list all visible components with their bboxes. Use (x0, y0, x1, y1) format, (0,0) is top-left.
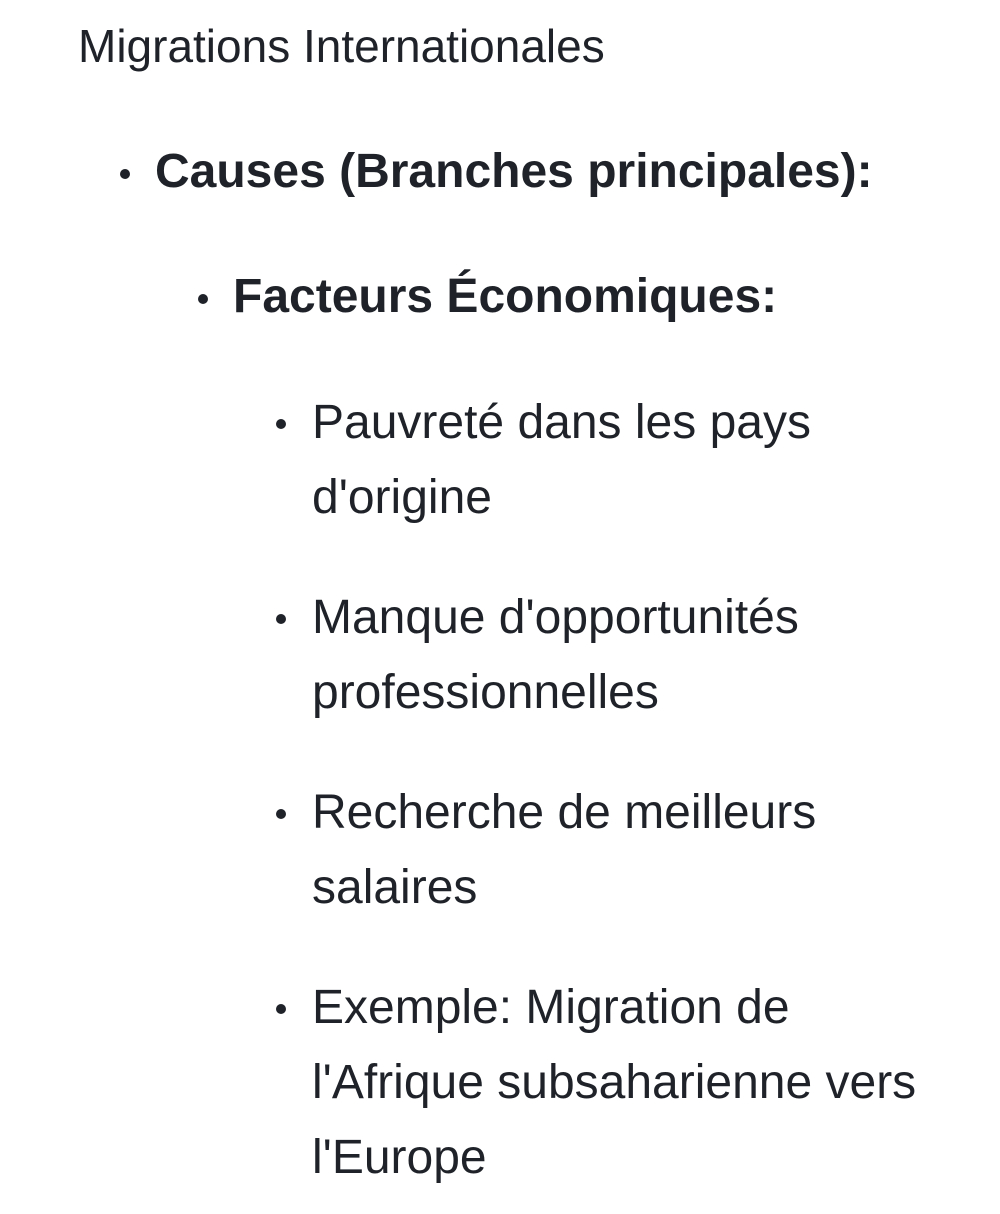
list-item-text: d'origine (312, 471, 492, 524)
bullet-icon (198, 294, 208, 304)
list-item-text: professionnelles (312, 666, 659, 719)
list-item (312, 775, 992, 925)
list-item-text: salaires (312, 861, 478, 914)
list-item-economic-factors (233, 265, 777, 329)
list-item (312, 970, 992, 1195)
list-item-label: Facteurs Économiques: (233, 270, 778, 323)
page-title: Migrations Internationales (78, 20, 605, 72)
list-item-text: Exemple: Migration de (312, 981, 790, 1034)
list-item-label: Causes (Branches principales): (155, 145, 873, 198)
bullet-icon (276, 419, 286, 429)
list-item (312, 580, 992, 730)
bullet-icon (276, 809, 286, 819)
list-item-text: Manque d'opportunités (312, 591, 799, 644)
bullet-icon (120, 169, 130, 179)
list-item-text: l'Afrique subsaharienne vers (312, 1056, 917, 1109)
bullet-icon (276, 1004, 286, 1014)
list-item (312, 385, 992, 535)
list-item-text: Recherche de meilleurs (312, 786, 817, 839)
list-item-text: l'Europe (312, 1131, 487, 1184)
list-item-text: Pauvreté dans les pays (312, 396, 811, 449)
bullet-icon (276, 614, 286, 624)
list-item-causes (155, 140, 873, 204)
